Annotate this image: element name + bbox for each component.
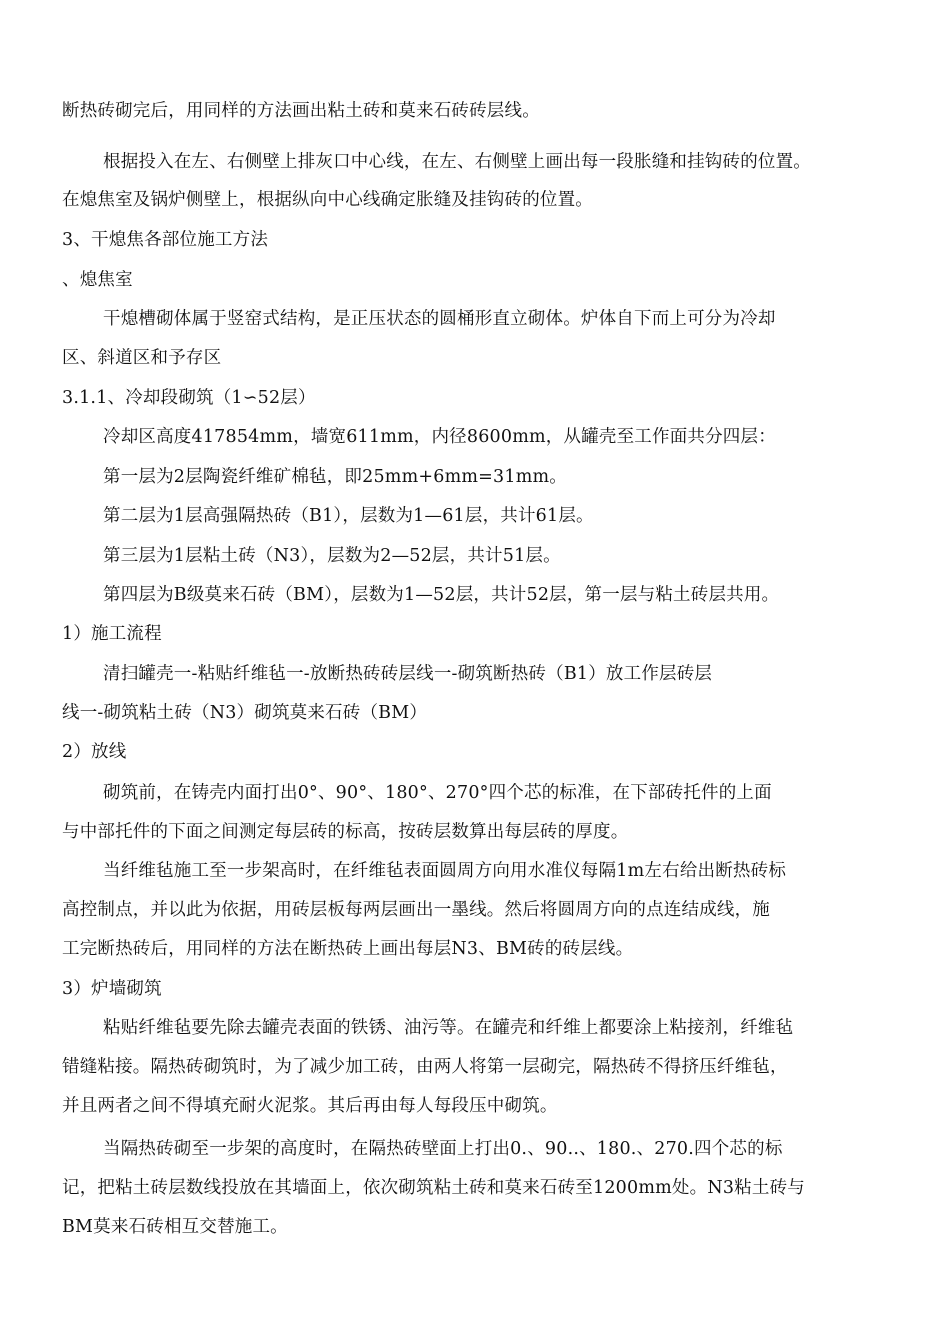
text-line: 第二层为1层高强隔热砖（B1），层数为1—61层，共计61层。	[103, 506, 594, 526]
text-line: 与中部托件的下面之间测定每层砖的标高，按砖层数算出每层砖的厚度。	[62, 822, 629, 842]
text-line: 并且两者之间不得填充耐火泥浆。其后再由每人每段压中砌筑。	[62, 1096, 558, 1116]
text-line: 在熄焦室及锅炉侧壁上，根据纵向中心线确定胀缝及挂钩砖的位置。	[62, 190, 593, 210]
text-line: BM莫来石砖相互交替施工。	[62, 1217, 288, 1237]
text-line: 记，把粘土砖层数线投放在其墙面上，依次砌筑粘土砖和莫来石砖至1200mm处。N3粘土砖与	[62, 1178, 805, 1198]
text-line: 粘贴纤维毡要先除去罐壳表面的铁锈、油污等。在罐壳和纤维上都要涂上粘接剂，纤维毡	[103, 1018, 794, 1038]
text-line: 当纤维毡施工至一步架高时，在纤维毡表面圆周方向用水准仪每隔1m左右给出断热砖标	[103, 861, 787, 881]
text-line: 当隔热砖砌至一步架的高度时，在隔热砖壁面上打出0.、90..、180.、270.四个芯的标	[103, 1139, 783, 1159]
text-line: 错缝粘接。隔热砖砌筑时，为了减少加工砖，由两人将第一层砌完，隔热砖不得挤压纤维毡，	[62, 1057, 788, 1077]
text-line: 清扫罐壳一-粘贴纤维毡一-放断热砖砖层线一-砌筑断热砖（B1）放工作层砖层	[103, 664, 713, 684]
text-line: 线一-砌筑粘土砖（N3）砌筑莫来石砖（BM）	[62, 703, 428, 723]
text-line: 区、斜道区和予存区	[62, 348, 222, 368]
text-line: 第三层为1层粘土砖（N3），层数为2—52层，共计51层。	[103, 546, 561, 566]
text-line: 第一层为2层陶瓷纤维矿棉毡，即25mm+6mm=31mm。	[103, 467, 567, 487]
text-line: 根据投入在左、右侧壁上排灰口中心线，在左、右侧壁上画出每一段胀缝和挂钩砖的位置。	[103, 152, 811, 172]
text-line: 第四层为B级莫来石砖（BM），层数为1—52层，共计52层，第一层与粘土砖层共用。	[103, 585, 780, 605]
list-heading: 1）施工流程	[62, 624, 162, 644]
subsection-heading: 、熄焦室	[62, 270, 133, 290]
text-line: 高控制点，并以此为依据，用砖层板每两层画出一墨线。然后将圆周方向的点连结成线，施	[62, 900, 770, 920]
section-heading: 3、干熄焦各部位施工方法	[62, 230, 269, 250]
text-line: 干熄槽砌体属于竖窑式结构，是正压状态的圆桶形直立砌体。炉体自下而上可分为冷却	[103, 309, 776, 329]
text-line: 砌筑前，在铸壳内面打出0°、90°、180°、270°四个芯的标准，在下部砖托件的上面	[103, 783, 772, 803]
text-line: 工完断热砖后，用同样的方法在断热砖上画出每层N3、BM砖的砖层线。	[62, 939, 634, 959]
subsection-heading: 3.1.1、冷却段砌筑（1∽52层）	[62, 388, 316, 408]
text-line: 断热砖砌完后，用同样的方法画出粘土砖和莫来石砖砖层线。	[62, 101, 540, 121]
list-heading: 2）放线	[62, 742, 127, 762]
list-heading: 3）炉墙砌筑	[62, 979, 162, 999]
text-line: 冷却区高度417854mm，墙宽611mm，内径8600mm，从罐壳至工作面共分四层：	[103, 427, 776, 447]
